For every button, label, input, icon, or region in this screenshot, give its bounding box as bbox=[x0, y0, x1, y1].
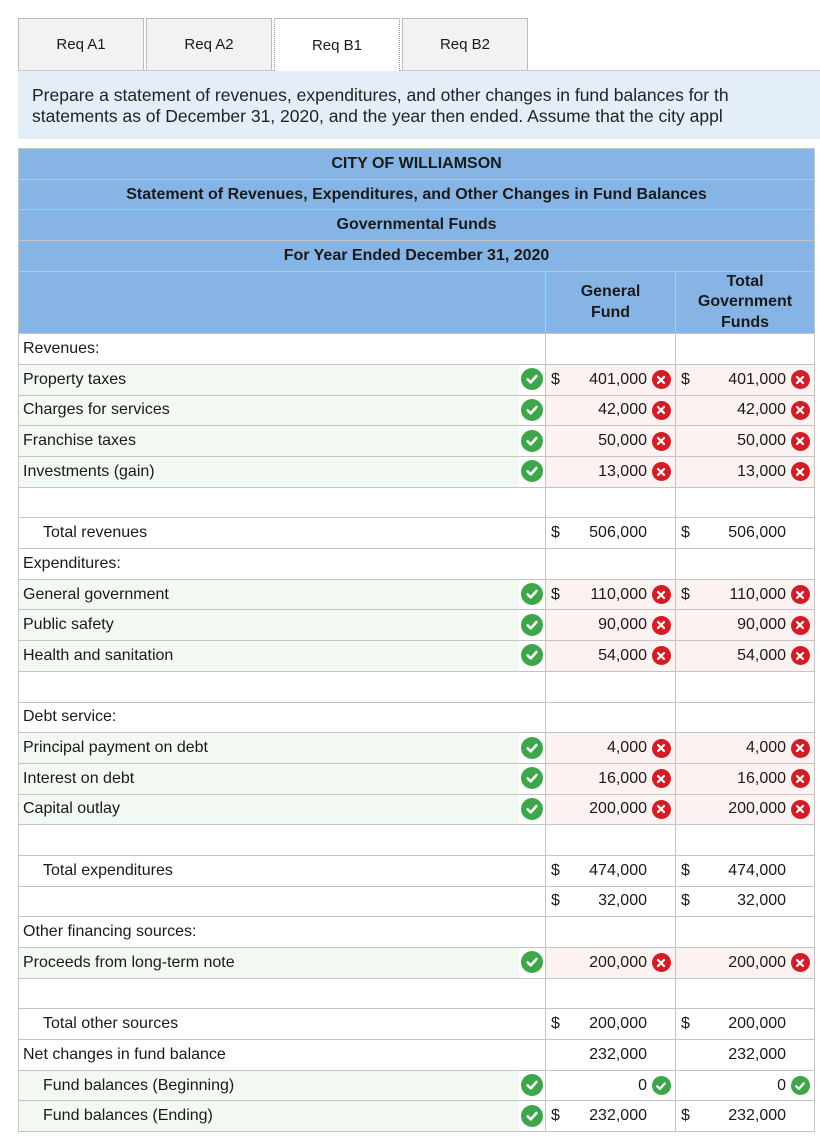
table-row bbox=[19, 702, 815, 733]
x-icon bbox=[652, 432, 671, 451]
total-funds-input[interactable] bbox=[676, 948, 815, 979]
statement-subtitle: Governmental Funds bbox=[19, 210, 815, 241]
x-icon bbox=[791, 646, 810, 665]
table-row bbox=[19, 1070, 815, 1101]
instructions-line-1: Prepare a statement of revenues, expenditures, and other changes in fund balances for th bbox=[32, 85, 729, 105]
general-fund-input bbox=[546, 702, 676, 733]
dollar-sign: $ bbox=[551, 861, 560, 879]
total-funds-input[interactable] bbox=[676, 641, 815, 672]
total-funds-input bbox=[676, 917, 815, 948]
x-icon bbox=[652, 769, 671, 788]
row-status bbox=[519, 794, 546, 825]
dollar-sign: $ bbox=[551, 370, 560, 388]
general-fund-input bbox=[546, 334, 676, 365]
x-icon bbox=[791, 432, 810, 451]
instructions bbox=[18, 70, 820, 139]
table-row bbox=[19, 825, 815, 856]
statement-title: Statement of Revenues, Expenditures, and Other Changes in Fund Balances bbox=[19, 179, 815, 210]
table-row bbox=[19, 671, 815, 702]
x-icon bbox=[791, 370, 810, 389]
amount-value: 13,000 bbox=[737, 462, 787, 480]
row-status bbox=[519, 579, 546, 610]
general-fund-input[interactable] bbox=[546, 426, 676, 457]
total-header-line-2: Government bbox=[697, 293, 793, 311]
table-row bbox=[19, 487, 815, 518]
check-icon bbox=[791, 1076, 810, 1095]
x-icon bbox=[652, 646, 671, 665]
amount-value: 232,000 bbox=[589, 1107, 647, 1125]
total-funds-input bbox=[676, 518, 815, 549]
row-status bbox=[519, 886, 546, 917]
row-status bbox=[519, 334, 546, 365]
row-label: Franchise taxes bbox=[19, 426, 519, 457]
x-icon bbox=[791, 739, 810, 758]
dollar-sign: $ bbox=[551, 524, 560, 542]
table-row bbox=[19, 641, 815, 672]
general-fund-input[interactable] bbox=[546, 579, 676, 610]
total-funds-input[interactable] bbox=[676, 1070, 815, 1101]
amount-value: 32,000 bbox=[598, 892, 647, 910]
amount-value: 200,000 bbox=[589, 1015, 647, 1033]
row-label: Public safety bbox=[19, 610, 519, 641]
x-icon bbox=[791, 462, 810, 481]
amount-value: 401,000 bbox=[589, 370, 647, 388]
total-funds-input bbox=[676, 886, 815, 917]
amount-value: 4,000 bbox=[746, 739, 787, 757]
total-funds-input bbox=[676, 487, 815, 518]
amount-value: 54,000 bbox=[598, 646, 647, 664]
total-funds-input[interactable] bbox=[676, 364, 815, 395]
dollar-sign: $ bbox=[681, 585, 690, 603]
dollar-sign: $ bbox=[551, 1015, 560, 1033]
general-fund-input[interactable] bbox=[546, 457, 676, 488]
amount-value: 50,000 bbox=[737, 432, 787, 450]
general-fund-input bbox=[546, 825, 676, 856]
table-row bbox=[19, 948, 815, 979]
general-fund-input bbox=[546, 917, 676, 948]
row-label bbox=[19, 978, 519, 1009]
amount-value: 4,000 bbox=[606, 739, 647, 757]
row-status bbox=[519, 395, 546, 426]
row-status bbox=[519, 1070, 546, 1101]
row-status bbox=[519, 855, 546, 886]
amount-value: 16,000 bbox=[737, 769, 787, 787]
row-status bbox=[519, 978, 546, 1009]
total-funds-input[interactable] bbox=[676, 426, 815, 457]
check-icon bbox=[652, 1076, 671, 1095]
row-label: Debt service: bbox=[19, 702, 519, 733]
general-header-line-2: Fund bbox=[590, 303, 631, 321]
amount-value: 232,000 bbox=[589, 1045, 647, 1063]
row-status bbox=[519, 733, 546, 764]
table-row bbox=[19, 364, 815, 395]
general-fund-input[interactable] bbox=[546, 1070, 676, 1101]
dollar-sign: $ bbox=[551, 585, 560, 603]
general-fund-input bbox=[546, 1009, 676, 1040]
general-fund-input bbox=[546, 978, 676, 1009]
row-label: Property taxes bbox=[19, 364, 519, 395]
dollar-sign: $ bbox=[681, 861, 690, 879]
tab-bar bbox=[18, 18, 530, 70]
table-row bbox=[19, 733, 815, 764]
dollar-sign: $ bbox=[681, 524, 690, 542]
general-fund-input[interactable] bbox=[546, 763, 676, 794]
check-icon bbox=[521, 614, 543, 636]
statement-period: For Year Ended December 31, 2020 bbox=[19, 241, 815, 272]
x-icon bbox=[652, 953, 671, 972]
table-row bbox=[19, 1009, 815, 1040]
amount-value: 16,000 bbox=[598, 769, 647, 787]
total-funds-input bbox=[676, 334, 815, 365]
general-fund-input bbox=[546, 886, 676, 917]
total-funds-input bbox=[676, 1009, 815, 1040]
table-row bbox=[19, 763, 815, 794]
total-funds-input[interactable] bbox=[676, 763, 815, 794]
total-funds-input bbox=[676, 671, 815, 702]
amount-value: 474,000 bbox=[589, 861, 647, 879]
general-fund-input bbox=[546, 549, 676, 580]
general-fund-input[interactable] bbox=[546, 395, 676, 426]
amount-value: 506,000 bbox=[728, 524, 787, 542]
row-label: General government bbox=[19, 579, 519, 610]
check-icon bbox=[521, 430, 543, 452]
amount-value: 232,000 bbox=[728, 1107, 787, 1125]
general-header-line-1: General bbox=[580, 283, 641, 300]
amount-value: 90,000 bbox=[598, 616, 647, 634]
total-funds-input[interactable] bbox=[676, 395, 815, 426]
x-icon bbox=[791, 800, 810, 819]
column-header-total bbox=[676, 271, 815, 334]
amount-value: 200,000 bbox=[589, 953, 647, 971]
check-icon bbox=[521, 583, 543, 605]
table-row bbox=[19, 395, 815, 426]
check-icon bbox=[521, 798, 543, 820]
dollar-sign: $ bbox=[551, 1107, 560, 1125]
general-fund-input bbox=[546, 487, 676, 518]
table-row bbox=[19, 794, 815, 825]
dollar-sign: $ bbox=[681, 1015, 690, 1033]
amount-value: 232,000 bbox=[728, 1045, 787, 1063]
total-funds-input bbox=[676, 855, 815, 886]
table-row bbox=[19, 457, 815, 488]
row-status bbox=[519, 518, 546, 549]
x-icon bbox=[652, 462, 671, 481]
general-fund-input[interactable] bbox=[546, 1101, 676, 1132]
check-icon bbox=[521, 368, 543, 390]
general-fund-input[interactable] bbox=[546, 641, 676, 672]
table-row bbox=[19, 518, 815, 549]
row-status bbox=[519, 487, 546, 518]
row-label: Charges for services bbox=[19, 395, 519, 426]
table-row bbox=[19, 579, 815, 610]
tab-req-b2[interactable]: Req B2 bbox=[402, 18, 528, 70]
row-label: Interest on debt bbox=[19, 763, 519, 794]
row-label: Principal payment on debt bbox=[19, 733, 519, 764]
general-fund-input[interactable] bbox=[546, 610, 676, 641]
amount-value: 401,000 bbox=[728, 370, 787, 388]
amount-value: 200,000 bbox=[728, 1015, 787, 1033]
general-fund-input[interactable] bbox=[546, 733, 676, 764]
general-fund-input bbox=[546, 671, 676, 702]
total-funds-input[interactable] bbox=[676, 733, 815, 764]
amount-value: 110,000 bbox=[590, 585, 647, 603]
row-status bbox=[519, 457, 546, 488]
row-label: Total revenues bbox=[19, 518, 519, 549]
row-status bbox=[519, 1101, 546, 1132]
total-funds-input bbox=[676, 1040, 815, 1071]
row-label: Proceeds from long-term note bbox=[19, 948, 519, 979]
amount-value: 0 bbox=[777, 1076, 787, 1094]
row-status bbox=[519, 364, 546, 395]
row-label: Fund balances (Ending) bbox=[19, 1101, 519, 1132]
column-header-general-fund bbox=[546, 271, 676, 334]
dollar-sign: $ bbox=[681, 892, 690, 910]
dollar-sign: $ bbox=[681, 1107, 690, 1125]
check-icon bbox=[521, 460, 543, 482]
check-icon bbox=[521, 767, 543, 789]
total-header-line-3: Funds bbox=[721, 313, 770, 331]
amount-value: 200,000 bbox=[728, 800, 787, 818]
tab-req-b1[interactable]: Req B1 bbox=[274, 18, 400, 71]
x-icon bbox=[791, 769, 810, 788]
table-row bbox=[19, 978, 815, 1009]
row-label bbox=[19, 886, 519, 917]
instructions-line-2: statements as of December 31, 2020, and the year then ended. Assume that the city appl bbox=[32, 106, 723, 126]
check-icon bbox=[521, 644, 543, 666]
table-row bbox=[19, 886, 815, 917]
table-row bbox=[19, 917, 815, 948]
amount-value: 506,000 bbox=[589, 524, 647, 542]
x-icon bbox=[652, 370, 671, 389]
check-icon bbox=[521, 399, 543, 421]
amount-value: 42,000 bbox=[737, 401, 787, 419]
row-label: Expenditures: bbox=[19, 549, 519, 580]
x-icon bbox=[652, 800, 671, 819]
amount-value: 42,000 bbox=[598, 401, 647, 419]
table-row bbox=[19, 1040, 815, 1071]
row-label: Net changes in fund balance bbox=[19, 1040, 519, 1071]
row-status bbox=[519, 948, 546, 979]
row-status bbox=[519, 1040, 546, 1071]
row-status bbox=[519, 825, 546, 856]
amount-value: 50,000 bbox=[598, 432, 647, 450]
dollar-sign: $ bbox=[681, 370, 690, 388]
dollar-sign: $ bbox=[551, 892, 560, 910]
amount-value: 474,000 bbox=[728, 861, 787, 879]
total-funds-input bbox=[676, 825, 815, 856]
row-status bbox=[519, 610, 546, 641]
row-label bbox=[19, 487, 519, 518]
amount-value: 110,000 bbox=[729, 585, 787, 603]
table-row bbox=[19, 855, 815, 886]
x-icon bbox=[791, 953, 810, 972]
total-funds-input[interactable] bbox=[676, 1101, 815, 1132]
total-funds-input bbox=[676, 978, 815, 1009]
statement-city: CITY OF WILLIAMSON bbox=[19, 149, 815, 180]
row-label: Revenues: bbox=[19, 334, 519, 365]
x-icon bbox=[791, 401, 810, 420]
total-funds-input[interactable] bbox=[676, 794, 815, 825]
row-status bbox=[519, 549, 546, 580]
x-icon bbox=[652, 585, 671, 604]
total-funds-input bbox=[676, 549, 815, 580]
amount-value: 54,000 bbox=[737, 646, 787, 664]
row-status bbox=[519, 917, 546, 948]
amount-value: 200,000 bbox=[728, 953, 787, 971]
x-icon bbox=[652, 739, 671, 758]
general-fund-input bbox=[546, 855, 676, 886]
row-status bbox=[519, 641, 546, 672]
column-header-blank bbox=[19, 271, 546, 334]
row-status bbox=[519, 702, 546, 733]
table-row bbox=[19, 549, 815, 580]
row-label: Health and sanitation bbox=[19, 641, 519, 672]
row-label: Total expenditures bbox=[19, 855, 519, 886]
amount-value: 32,000 bbox=[737, 892, 787, 910]
general-fund-input[interactable] bbox=[546, 364, 676, 395]
x-icon bbox=[652, 401, 671, 420]
x-icon bbox=[791, 585, 810, 604]
row-label bbox=[19, 671, 519, 702]
amount-value: 200,000 bbox=[589, 800, 647, 818]
x-icon bbox=[791, 616, 810, 635]
row-label: Investments (gain) bbox=[19, 457, 519, 488]
check-icon bbox=[521, 1105, 543, 1127]
table-row bbox=[19, 426, 815, 457]
x-icon bbox=[652, 616, 671, 635]
general-fund-input bbox=[546, 1040, 676, 1071]
statement-table bbox=[18, 148, 815, 1132]
row-label: Other financing sources: bbox=[19, 917, 519, 948]
row-status bbox=[519, 763, 546, 794]
tab-req-a1[interactable]: Req A1 bbox=[18, 18, 144, 70]
row-label: Total other sources bbox=[19, 1009, 519, 1040]
total-funds-input[interactable] bbox=[676, 579, 815, 610]
row-status bbox=[519, 671, 546, 702]
tab-req-a2[interactable]: Req A2 bbox=[146, 18, 272, 70]
row-label bbox=[19, 825, 519, 856]
general-fund-input[interactable] bbox=[546, 948, 676, 979]
general-fund-input[interactable] bbox=[546, 794, 676, 825]
amount-value: 0 bbox=[638, 1076, 647, 1094]
general-fund-input bbox=[546, 518, 676, 549]
check-icon bbox=[521, 737, 543, 759]
row-status bbox=[519, 426, 546, 457]
total-funds-input[interactable] bbox=[676, 457, 815, 488]
table-row bbox=[19, 1101, 815, 1132]
table-row bbox=[19, 334, 815, 365]
row-status bbox=[519, 1009, 546, 1040]
check-icon bbox=[521, 1074, 543, 1096]
total-funds-input[interactable] bbox=[676, 610, 815, 641]
amount-value: 90,000 bbox=[737, 616, 787, 634]
table-row bbox=[19, 610, 815, 641]
amount-value: 13,000 bbox=[598, 462, 647, 480]
total-funds-input bbox=[676, 702, 815, 733]
row-label: Capital outlay bbox=[19, 794, 519, 825]
check-icon bbox=[521, 951, 543, 973]
total-header-line-1: Total bbox=[726, 272, 764, 290]
row-label: Fund balances (Beginning) bbox=[19, 1070, 519, 1101]
